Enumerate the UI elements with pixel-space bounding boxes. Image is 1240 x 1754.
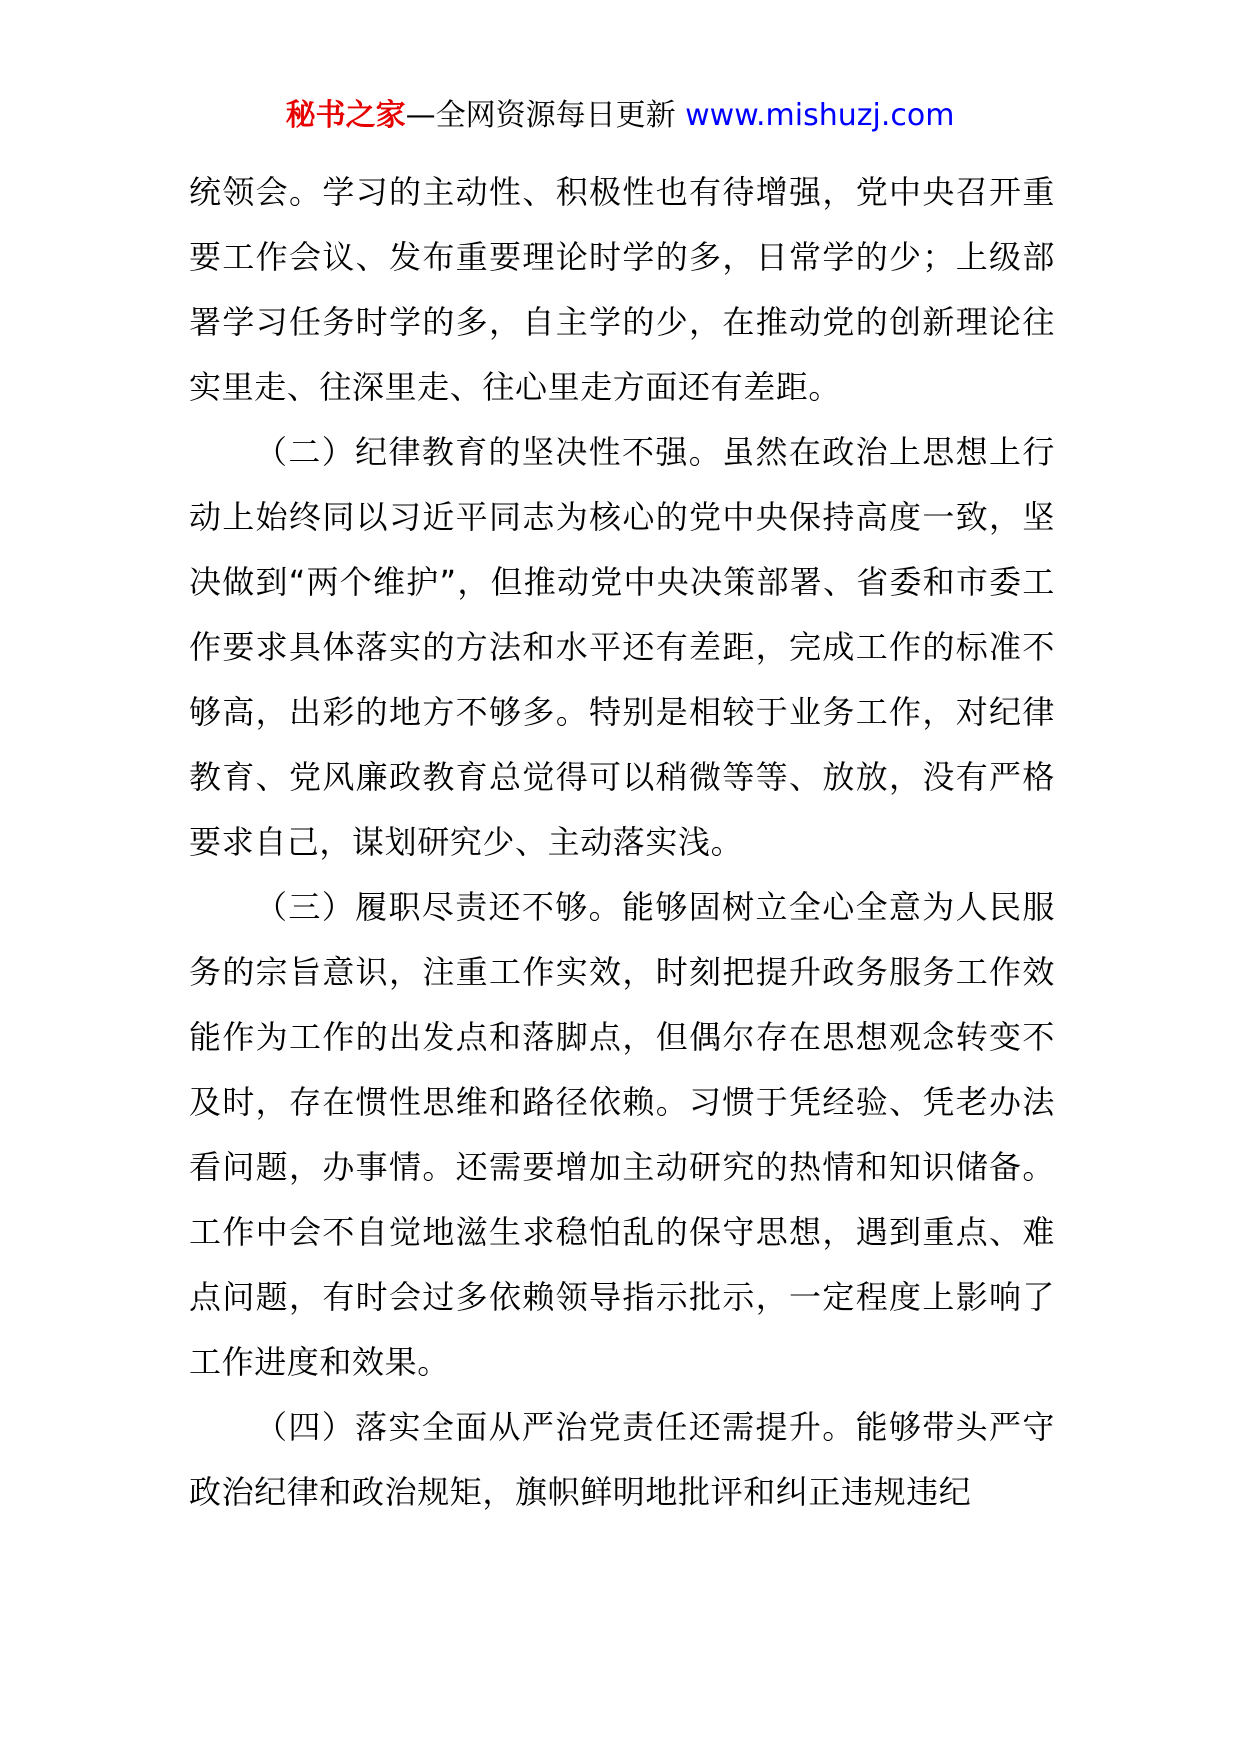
document-body (189, 160, 1055, 1525)
paragraph-section-3: （三）履职尽责还不够。能够固树立全心全意为人民服务的宗旨意识，注重工作实效，时刻把提升政务服务工作效能作为工作的出发点和落脚点，但偶尔存在思想观念转变不及时，存在惯性思维和路径依赖。习惯于凭经验、凭老办法看问题，办事情。还需要增加主动研究的热情和知识储备。工作中会不自觉地滋生求稳怕乱的保守思想，遇到重点、难点问题，有时会过多依赖领导指示批示，一定程度上影响了工作进度和效果。 (189, 888, 1055, 1381)
header-tagline: —全网资源每日更新 (405, 98, 676, 133)
header-brand: 秘书之家 (285, 98, 406, 133)
paragraph-section-2: （二）纪律教育的坚决性不强。虽然在政治上思想上行动上始终同以习近平同志为核心的党中央保持高度一致，坚决做到“两个维护”，但推动党中央决策部署、省委和市委工作要求具体落实的方法和水平还有差距，完成工作的标准不够高，出彩的地方不够多。特别是相较于业务工作，对纪律教育、党风廉政教育总觉得可以稍微等等、放放，没有严格要求自己，谋划研究少、主动落实浅。 (189, 433, 1055, 861)
header-url-link[interactable]: www.mishuzj.com (685, 98, 955, 133)
page-header (0, 96, 1240, 136)
paragraph-section-4: （四）落实全面从严治党责任还需提升。能够带头严守政治纪律和政治规矩，旗帜鲜明地批评和纠正违规违纪 (189, 1408, 1055, 1511)
paragraph-continuation: 统领会。学习的主动性、积极性也有待增强，党中央召开重要工作会议、发布重要理论时学的多，日常学的少；上级部署学习任务时学的多，自主学的少，在推动党的创新理论往实里走、往深里走、往心里走方面还有差距。 (189, 173, 1055, 406)
